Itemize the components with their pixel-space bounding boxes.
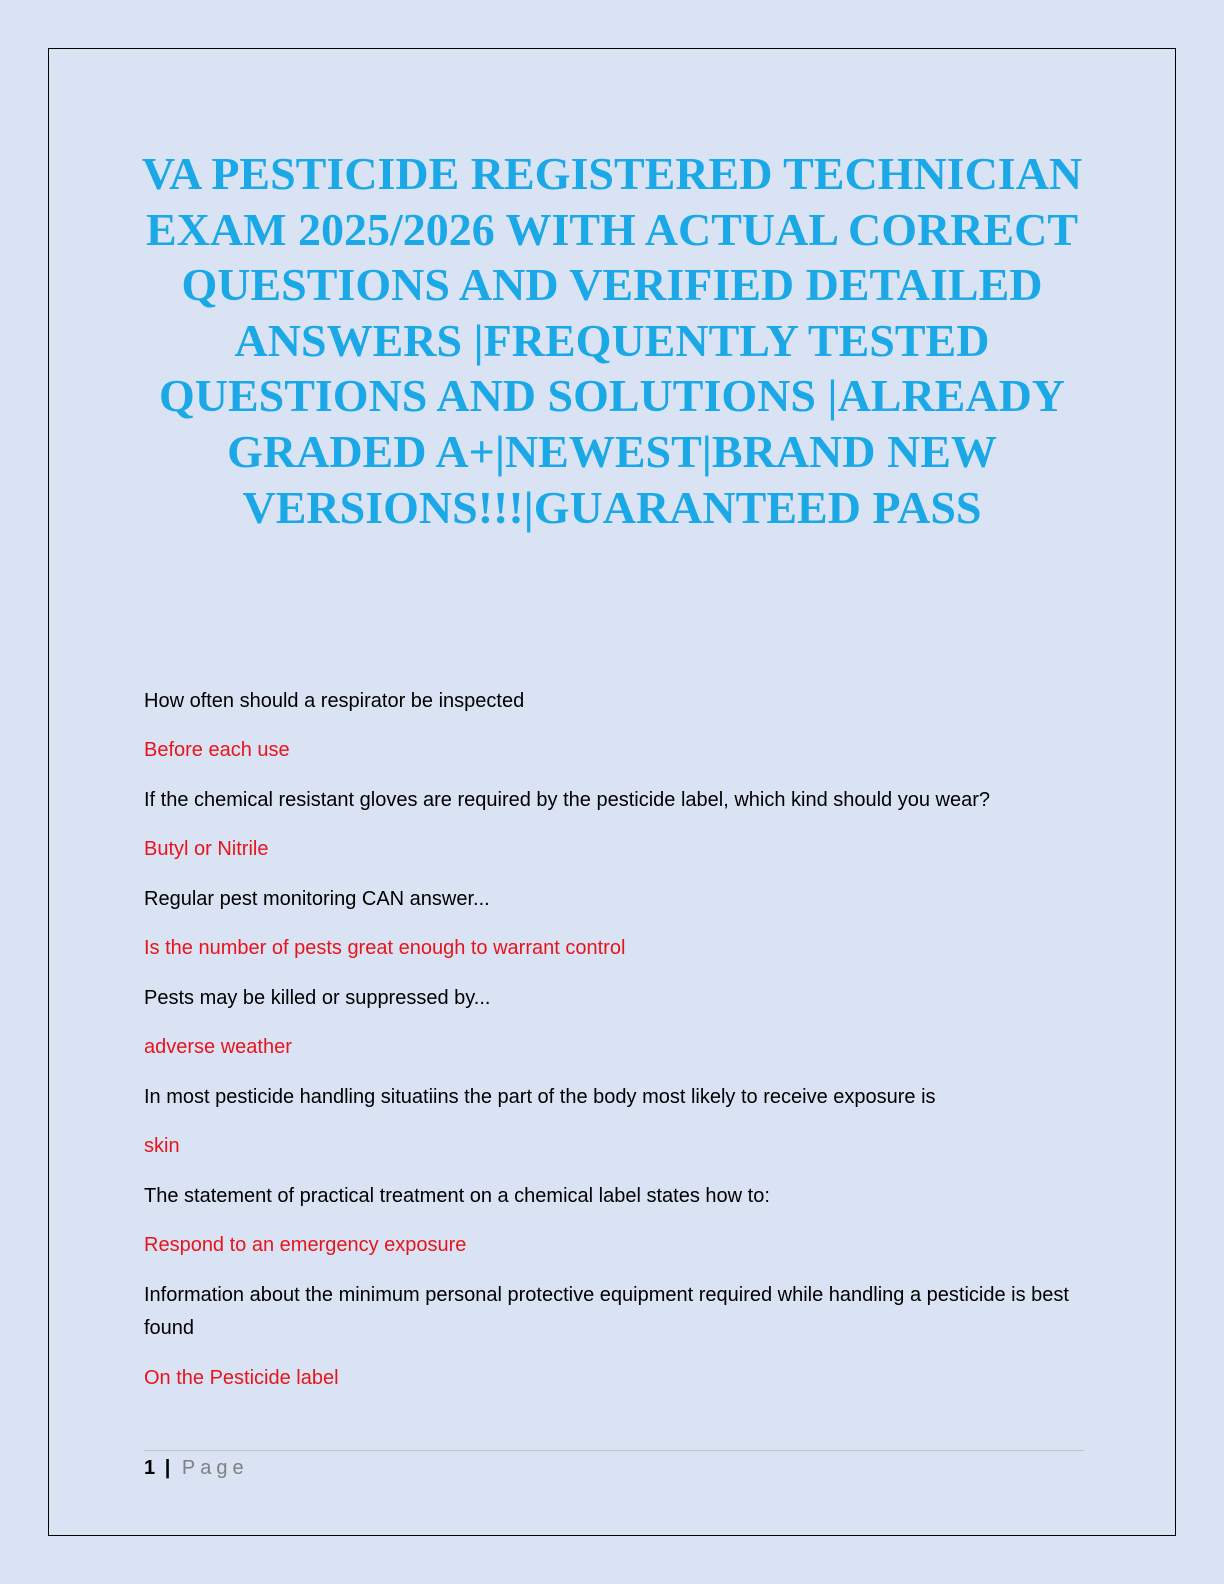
answer-7: On the Pesticide label [144, 1367, 339, 1389]
answer-3: Is the number of pests great enough to warrant control [144, 937, 626, 959]
question-2: If the chemical resistant gloves are required by the pesticide label, which kind should you wear? [144, 789, 991, 811]
question-3: Regular pest monitoring CAN answer... [144, 888, 490, 910]
question-7: Information about the minimum personal protective equipment required while handling a pesticide is best found [144, 1284, 1069, 1339]
page-label: Page [181, 1457, 249, 1479]
answer-1: Before each use [144, 739, 290, 761]
question-4: Pests may be killed or suppressed by... [144, 987, 491, 1009]
answer-2: Butyl or Nitrile [144, 838, 269, 860]
footer-separator: | [164, 1457, 171, 1479]
answer-4: adverse weather [144, 1036, 292, 1058]
document-title: VA PESTICIDE REGISTERED TECHNICIAN EXAM 2025/2026 WITH ACTUAL CORRECT QUESTIONS AND VERIFIED DETAILED ANSWERS |FREQUENTLY TESTED QUESTIONS AND SOLUTIONS |ALREADY GRADED A+|NEWEST|BRAND NEW VERSIONS!!!|GUARANTEED PASS [141, 148, 1083, 533]
question-5: In most pesticide handling situatiins the part of the body most likely to receive exposure is [144, 1086, 936, 1108]
answer-6: Respond to an emergency exposure [144, 1234, 467, 1256]
page-number: 1 [144, 1457, 156, 1479]
page-footer [144, 1453, 249, 1483]
footer-divider [144, 1450, 1084, 1451]
question-6: The statement of practical treatment on a chemical label states how to: [144, 1185, 770, 1207]
answer-5: skin [144, 1135, 180, 1157]
question-1: How often should a respirator be inspected [144, 690, 525, 712]
